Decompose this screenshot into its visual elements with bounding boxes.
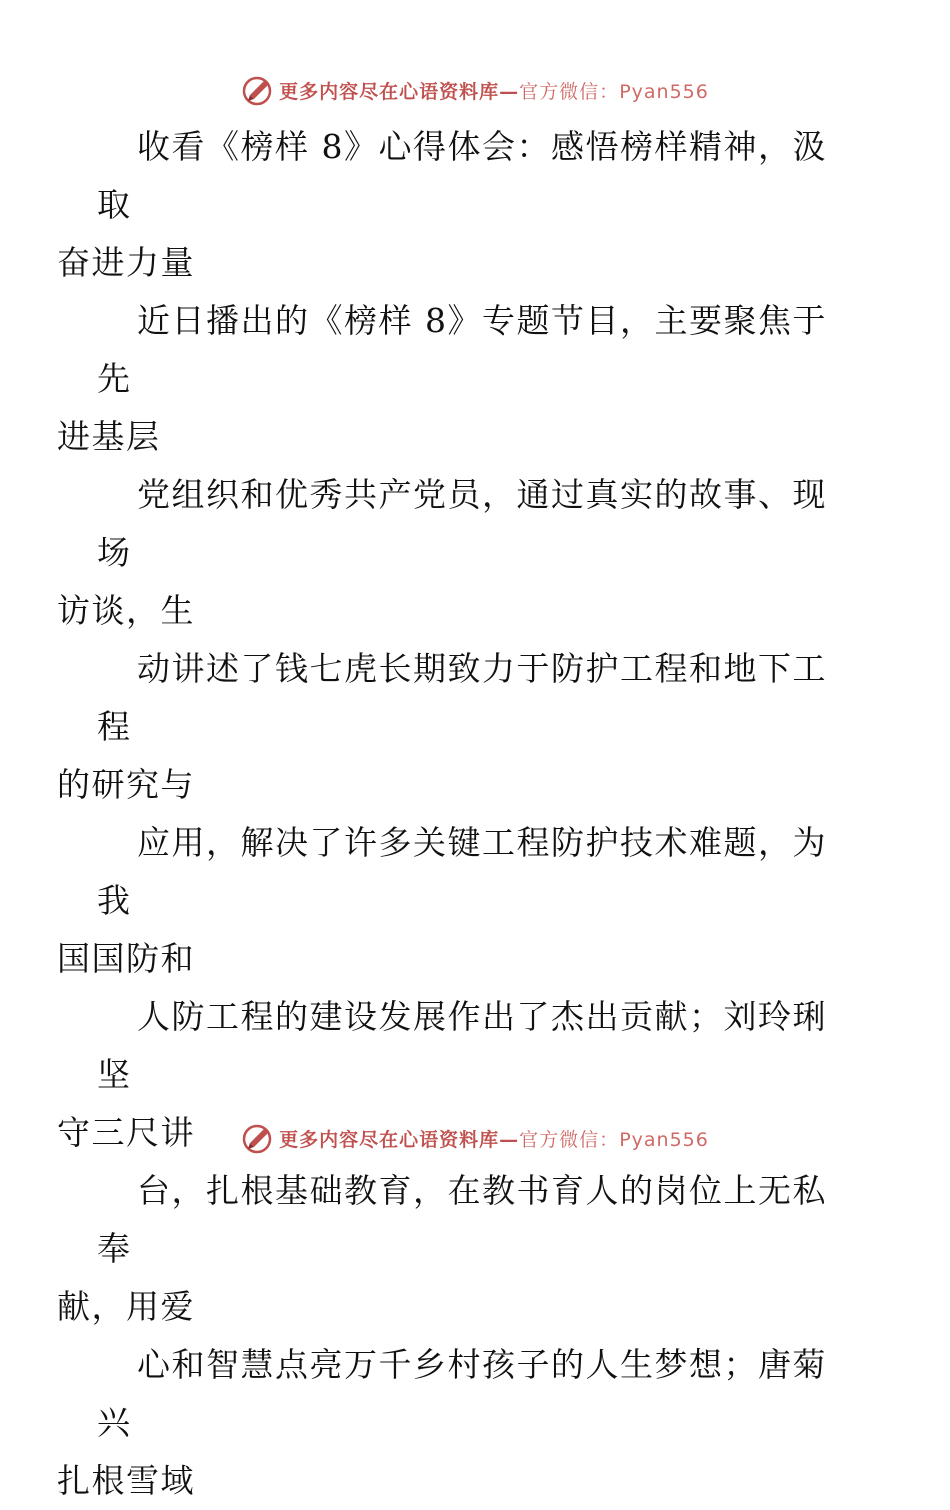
line-4a: 动讲述了钱七虎长期致力于防护工程和地下工程 [97, 649, 827, 746]
line-6b: 守三尺讲 [57, 1113, 195, 1152]
line-6a: 人防工程的建设发展作出了杰出贡献；刘玲琍坚 [97, 997, 827, 1094]
line-2a: 近日播出的《榜样 8》专题节目，主要聚焦于先 [97, 301, 827, 398]
paragraph-3 [57, 466, 857, 640]
footer-wechat-label: 官方微信： [519, 1128, 620, 1151]
header-site-text: 更多内容尽在心语资料库 [279, 80, 500, 103]
line-3a: 党组织和优秀共产党员，通过真实的故事、现场 [97, 475, 827, 572]
paragraph-4 [57, 640, 857, 814]
document-body [57, 118, 857, 1510]
line-7b: 献，用爱 [57, 1287, 195, 1326]
line-5b: 国国防和 [57, 939, 195, 978]
header-wechat-label: 官方微信： [519, 80, 620, 103]
header-text [279, 77, 709, 104]
footer-dash: — [499, 1128, 520, 1151]
line-2b: 进基层 [57, 417, 161, 456]
line-8a: 心和智慧点亮万千乡村孩子的人生梦想；唐菊兴 [97, 1345, 827, 1442]
line-1b: 奋进力量 [57, 243, 195, 282]
paragraph-8 [57, 1336, 857, 1510]
footer-handle: Pyan556 [619, 1128, 709, 1151]
pen-logo-icon [241, 73, 275, 107]
footer-banner [0, 1118, 950, 1158]
line-4b: 的研究与 [57, 765, 195, 804]
line-8b: 扎根雪域 [57, 1461, 195, 1500]
line-7a: 台，扎根基础教育，在教书育人的岗位上无私奉 [97, 1171, 827, 1268]
line-1a: 收看《榜样 8》心得体会：感悟榜样精神，汲取 [97, 127, 827, 224]
header-dash: — [499, 80, 520, 103]
pen-logo-icon [241, 1121, 275, 1155]
footer-site-text: 更多内容尽在心语资料库 [279, 1128, 500, 1151]
line-3b: 访谈，生 [57, 591, 195, 630]
header-banner [0, 70, 950, 110]
paragraph-1 [57, 118, 857, 292]
paragraph-5 [57, 814, 857, 988]
header-handle: Pyan556 [619, 80, 709, 103]
footer-text [279, 1125, 709, 1152]
line-5a: 应用，解决了许多关键工程防护技术难题，为我 [97, 823, 827, 920]
paragraph-2 [57, 292, 857, 466]
paragraph-7 [57, 1162, 857, 1336]
